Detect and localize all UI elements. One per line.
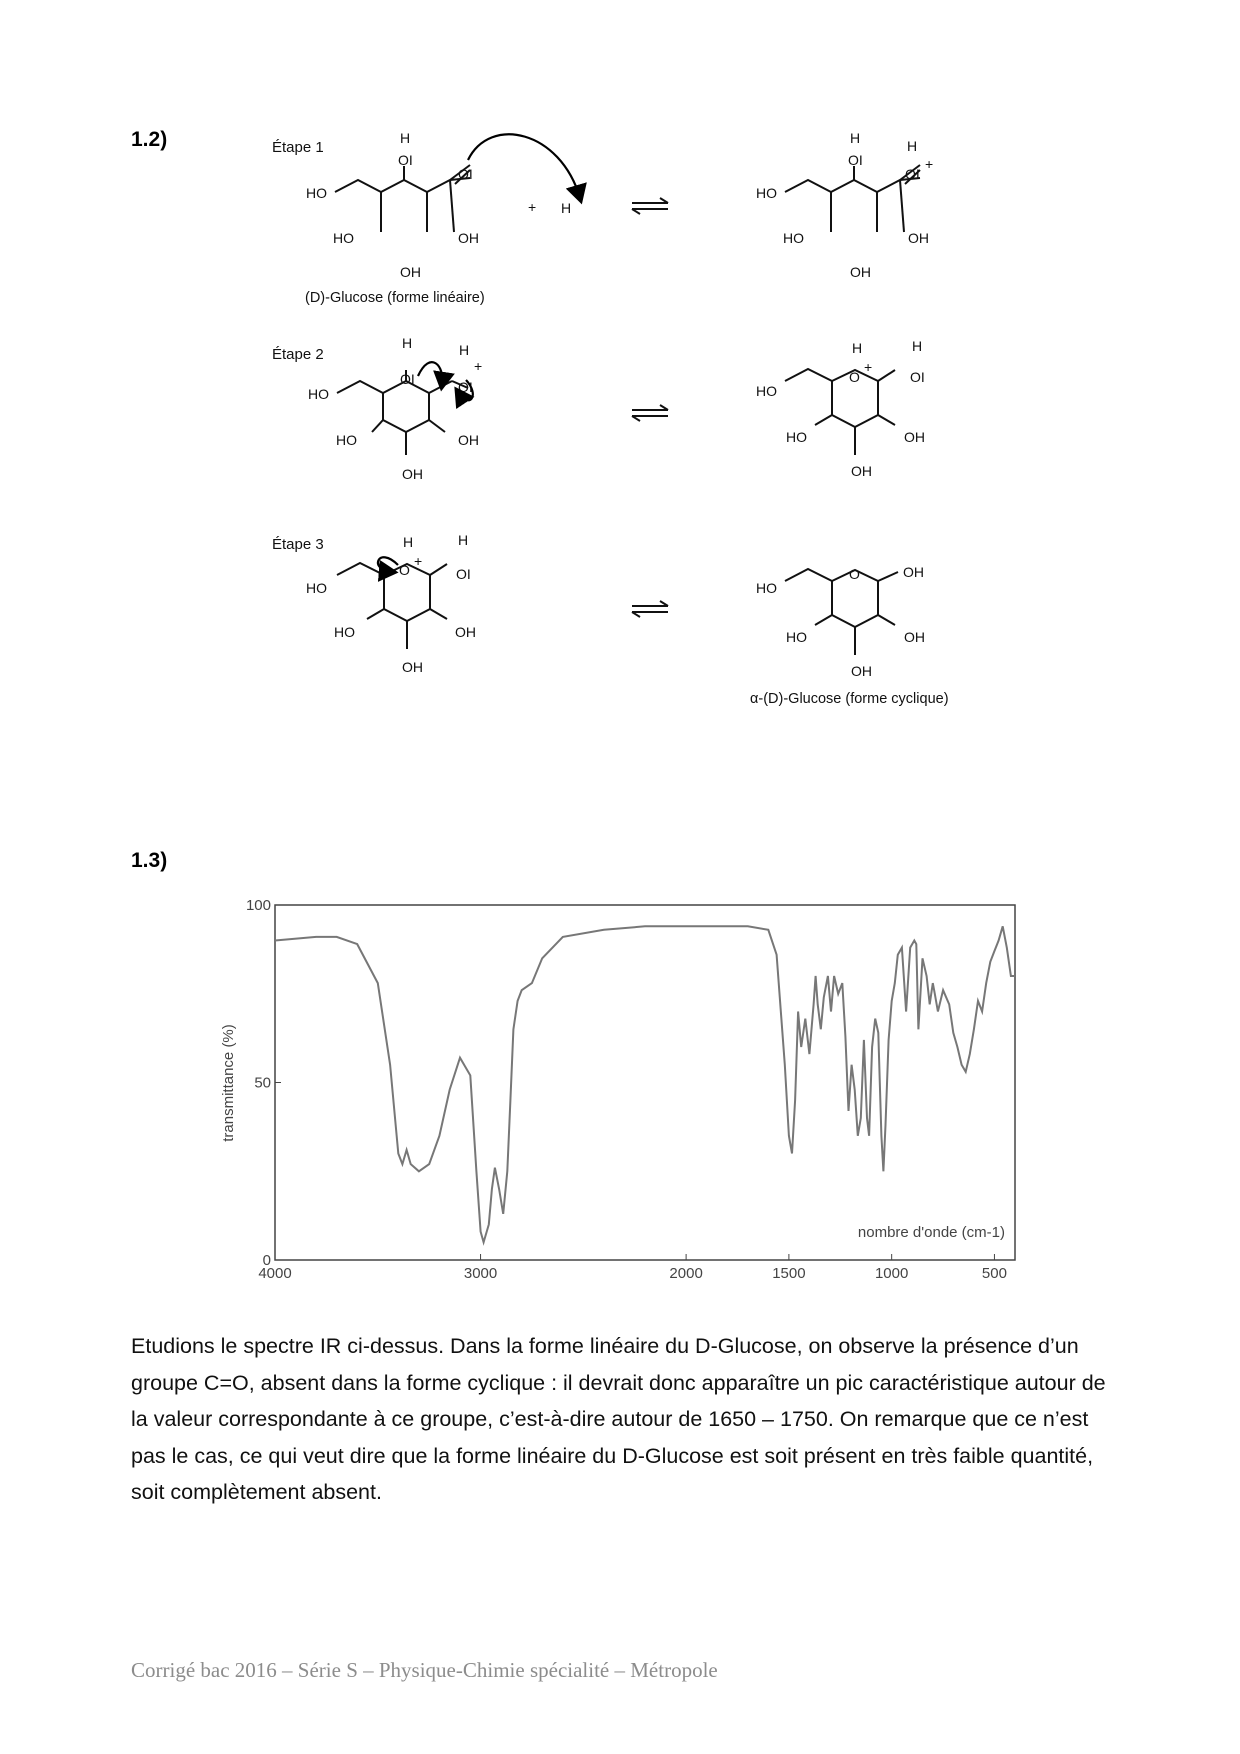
ho-label: HO xyxy=(786,629,807,645)
equilibrium-arrow xyxy=(632,198,668,214)
proton-label: H xyxy=(561,200,572,216)
equilibrium-arrow xyxy=(632,405,668,421)
h-label: H xyxy=(403,534,414,550)
y-axis-label: transmittance (%) xyxy=(220,1024,237,1142)
h-label: H xyxy=(400,130,411,146)
oi-label: OI xyxy=(456,566,471,582)
plus-sign: + xyxy=(528,199,537,215)
x-tick-label: 2000 xyxy=(669,1265,703,1282)
oh-label: OH xyxy=(851,663,872,679)
oh-label: OH xyxy=(851,463,872,479)
ho-label: HO xyxy=(306,185,327,201)
step-2-title: Étape 2 xyxy=(272,346,324,363)
x-axis-label: nombre d'onde (cm-1) xyxy=(857,1224,1005,1241)
oi-label: OI xyxy=(458,166,473,182)
linear-caption: (D)-Glucose (forme linéaire) xyxy=(305,290,485,306)
ho-label: HO xyxy=(334,624,355,640)
oi-label: OI xyxy=(905,166,920,182)
x-tick-label: 4000 xyxy=(258,1265,292,1282)
h-label: H xyxy=(458,532,469,548)
ho-label: HO xyxy=(783,230,804,246)
oi-label: OI xyxy=(910,369,925,385)
oi-label: OI xyxy=(398,152,413,168)
oh-label: OH xyxy=(458,432,479,448)
oh-label: OH xyxy=(402,659,423,675)
spectrum-series-line xyxy=(275,926,1015,1242)
section-label-1-3: 1.3) xyxy=(131,849,168,872)
cyclic-glucose-right-3 xyxy=(750,564,949,707)
h-label: H xyxy=(912,338,923,354)
o-label: O xyxy=(399,562,410,578)
y-tick-label: 100 xyxy=(245,897,271,914)
page-footer: Corrigé bac 2016 – Série S – Physique-Chimie spécialité – Métropole xyxy=(131,1658,718,1682)
ho-label: HO xyxy=(756,383,777,399)
oh-label: OH xyxy=(904,429,925,445)
step-1-title: Étape 1 xyxy=(272,139,324,156)
ir-spectrum-chart xyxy=(200,895,1030,1295)
x-tick-label: 1500 xyxy=(772,1265,806,1282)
cyclic-intermediate-left-3 xyxy=(306,532,476,675)
oh-label: OH xyxy=(400,264,421,280)
oi-label: OI xyxy=(458,379,473,395)
ho-label: HO xyxy=(756,580,777,596)
linear-glucose-right-1 xyxy=(756,130,933,280)
oh-label: OH xyxy=(458,230,479,246)
ho-label: HO xyxy=(333,230,354,246)
equilibrium-arrow xyxy=(632,601,668,617)
o-label: O xyxy=(849,369,860,385)
h-label: H xyxy=(459,342,470,358)
oh-label: OH xyxy=(455,624,476,640)
plot-frame xyxy=(275,905,1015,1260)
ho-label: HO xyxy=(786,429,807,445)
x-tick-label: 1000 xyxy=(874,1265,909,1282)
x-tick-label: 500 xyxy=(981,1265,1007,1282)
oh-label: OH xyxy=(850,264,871,280)
cyclic-caption: α-(D)-Glucose (forme cyclique) xyxy=(750,691,949,707)
y-tick-label: 0 xyxy=(262,1252,271,1269)
ho-label: HO xyxy=(336,432,357,448)
linear-glucose-left-1 xyxy=(305,130,580,306)
oh-label: OH xyxy=(904,629,925,645)
plus-sign: + xyxy=(474,358,483,374)
h-label: H xyxy=(402,335,413,351)
o-label: O xyxy=(849,566,860,582)
reaction-mechanism-figure xyxy=(0,0,1240,740)
oh-label: OH xyxy=(402,466,423,482)
plus-sign: + xyxy=(414,553,423,569)
oi-label: OI xyxy=(848,152,863,168)
plus-sign: + xyxy=(864,359,873,375)
step-3-title: Étape 3 xyxy=(272,536,324,553)
x-tick-label: 3000 xyxy=(463,1265,498,1282)
y-tick-label: 50 xyxy=(254,1074,271,1092)
h-label: H xyxy=(850,130,861,146)
oi-label: OI xyxy=(400,371,415,387)
analysis-paragraph: Etudions le spectre IR ci-dessus. Dans la forme linéaire du D-Glucose, on observe la présence d’un groupe C=O, absent dans la forme cyclique : il devrait donc apparaître un pic caractéristique autour de la valeur correspondante à ce groupe, c’est-à-dire autour de 1650 – 1750. On remarque que ce n’est pas le cas, ce qui veut dire que la forme linéaire du D-Glucose est soit présent en très faible quantité, soit complètement absent. xyxy=(131,1334,1106,1504)
ho-label: HO xyxy=(306,580,327,596)
linear-glucose-left-2 xyxy=(308,335,482,482)
plus-sign: + xyxy=(925,156,934,172)
h-label: H xyxy=(907,138,918,154)
h-label: H xyxy=(852,340,863,356)
ho-label: HO xyxy=(308,386,329,402)
cyclic-oxonium-right-2 xyxy=(756,338,925,479)
ho-label: HO xyxy=(756,185,777,201)
oh-label: OH xyxy=(903,564,924,580)
section-label-1-2: 1.2) xyxy=(131,128,168,151)
oh-label: OH xyxy=(908,230,929,246)
